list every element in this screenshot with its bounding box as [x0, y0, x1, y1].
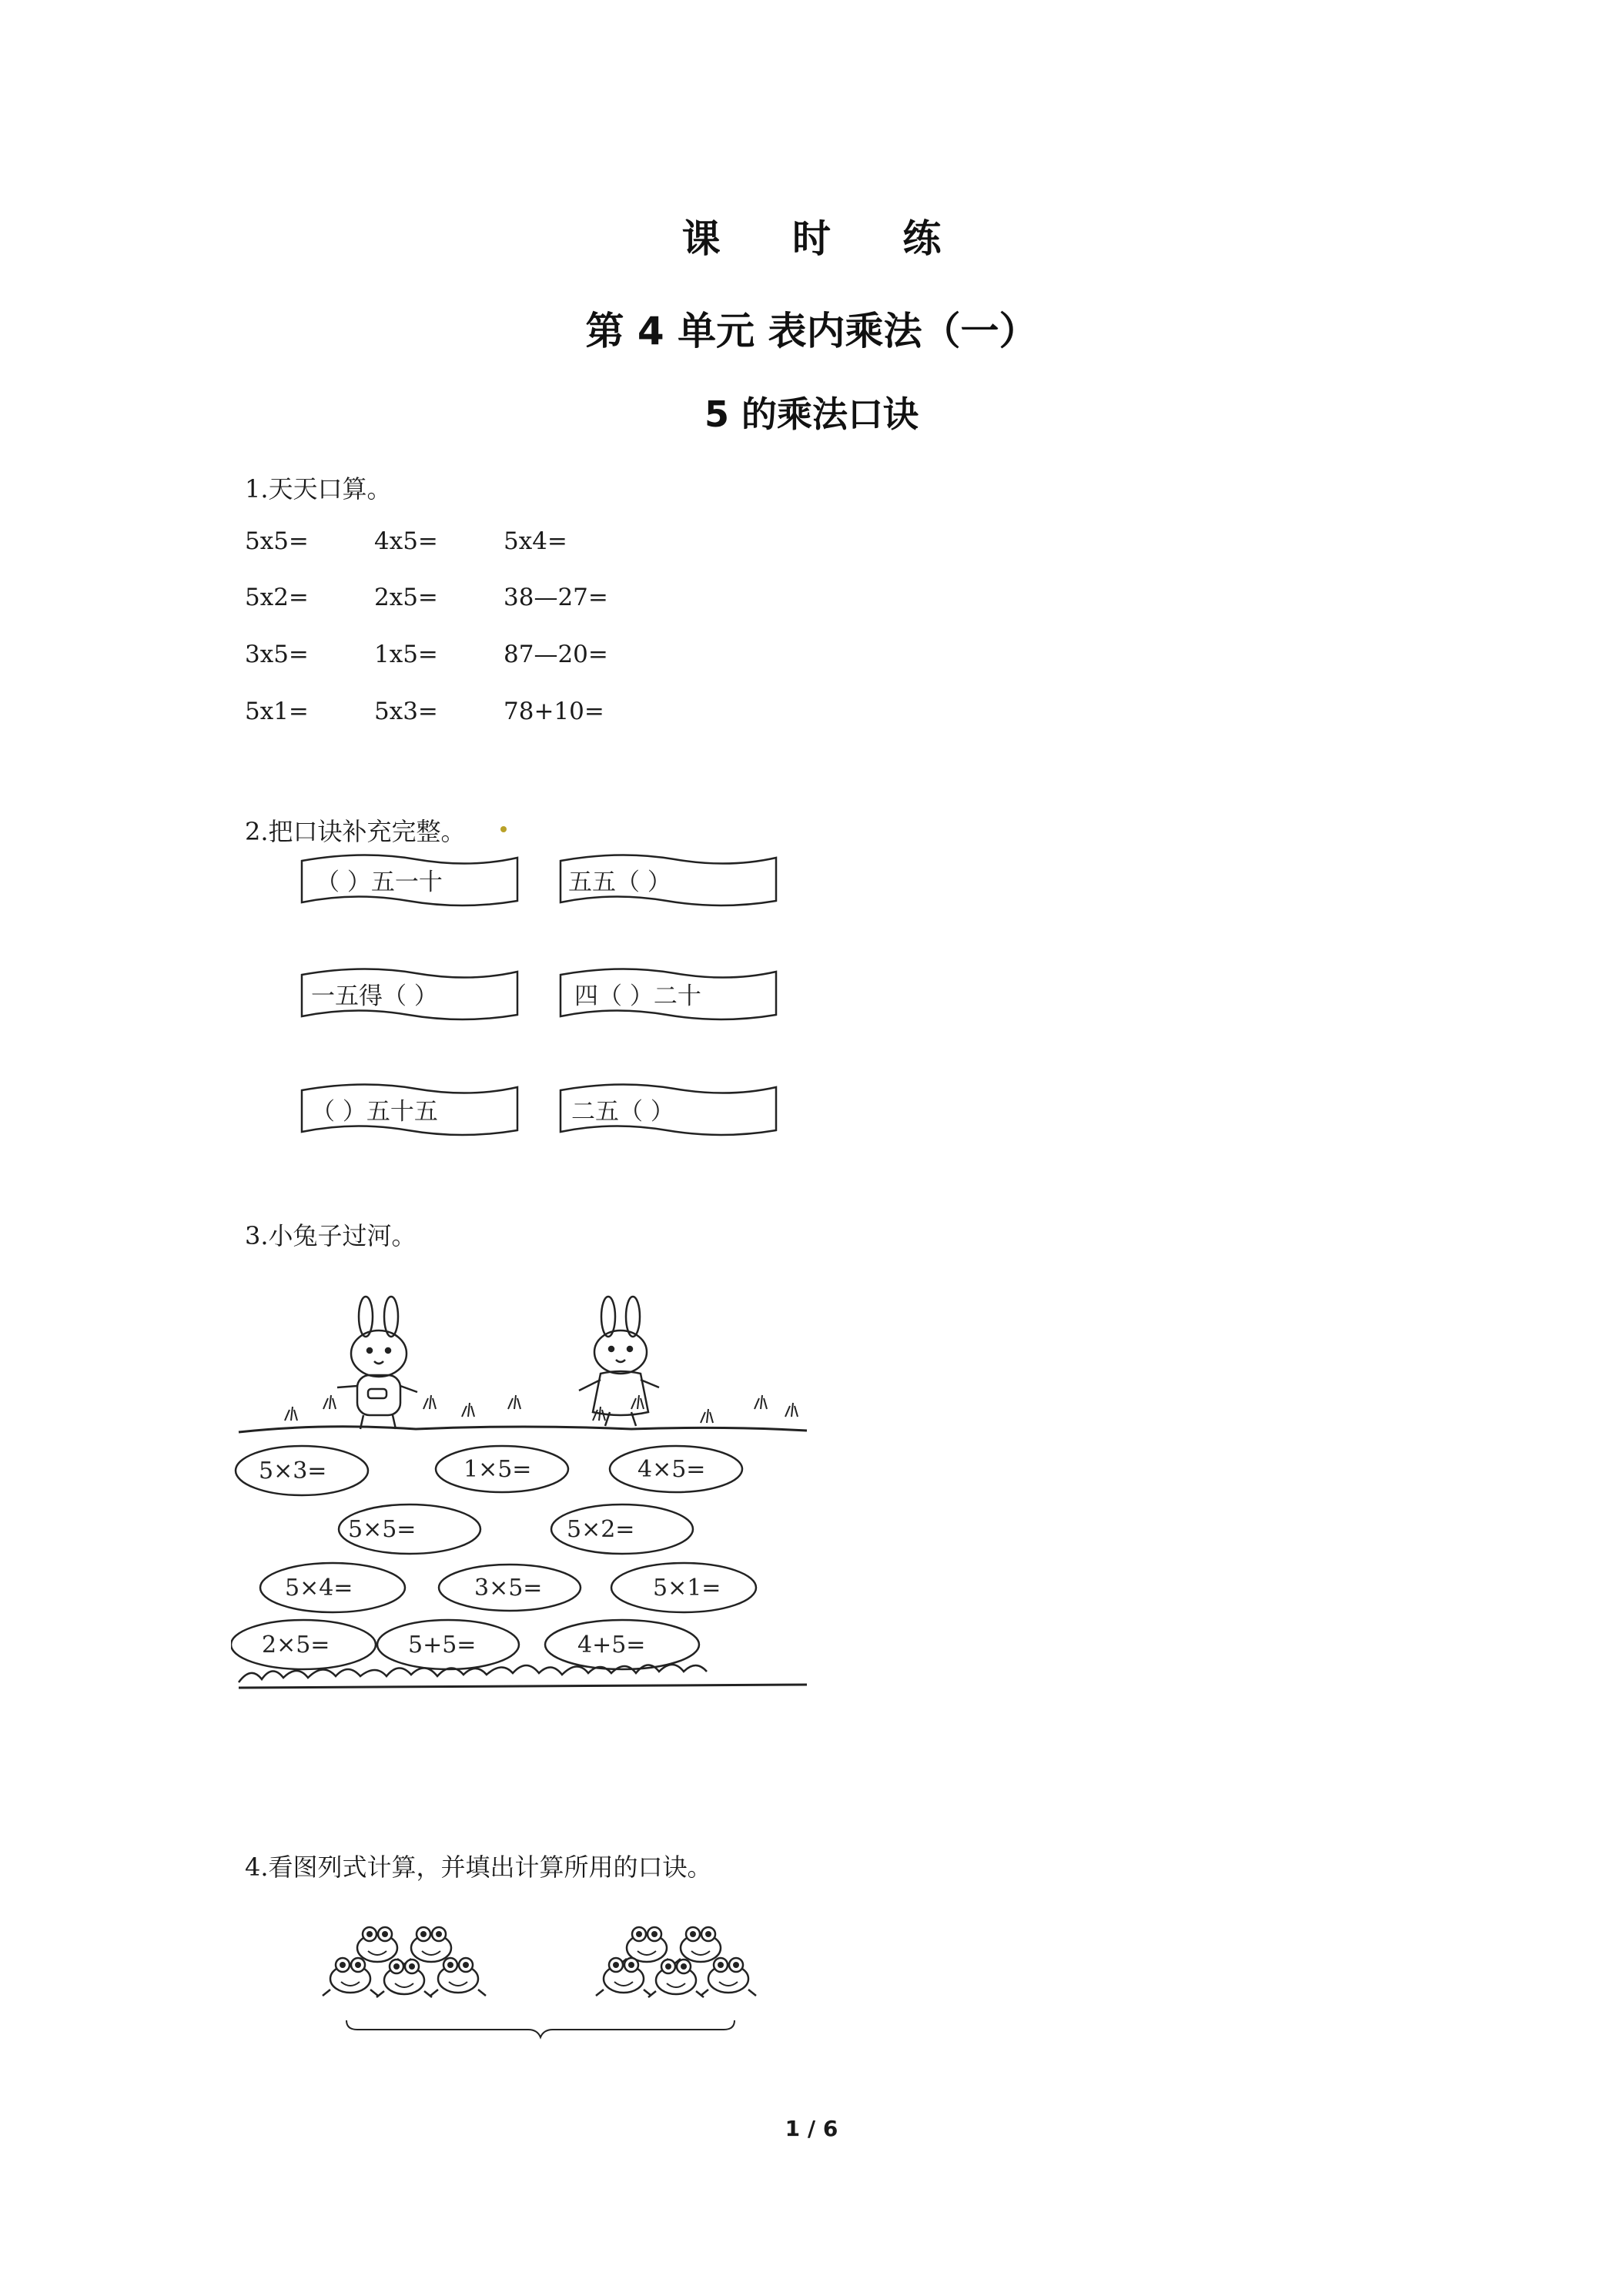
chant-item: 二五（ ）	[571, 1098, 674, 1126]
stone-equation: 5×1=	[653, 1575, 721, 1602]
question-2-heading: 2.把口诀补充完整。	[245, 817, 466, 846]
q1-cell: 38—27=	[504, 584, 608, 611]
q1-cell: 5x1=	[245, 698, 309, 725]
rabbit-2	[579, 1297, 659, 1426]
stone-equation: 2×5=	[262, 1632, 330, 1658]
worksheet-title: 课 时 练	[681, 216, 971, 261]
chant-item: （ ）五十五	[311, 1098, 438, 1126]
stone-equation: 3×5=	[474, 1575, 543, 1602]
stone-equation: 5×4=	[285, 1575, 353, 1602]
stone-equation: 4×5=	[637, 1456, 706, 1483]
question-3-heading: 3.小兔子过河。	[245, 1221, 417, 1250]
q1-cell: 5x2=	[245, 584, 309, 611]
page-number: 1 / 6	[785, 2116, 838, 2141]
lesson-title: 5 的乘法口诀	[704, 393, 919, 435]
stray-mark	[500, 826, 507, 832]
question-1-heading: 1.天天口算。	[245, 474, 392, 504]
q1-cell: 5x3=	[374, 698, 438, 725]
chant-item: （ ）五一十	[316, 869, 443, 896]
stone-equation: 5×5=	[348, 1516, 417, 1543]
river-bank	[239, 1427, 807, 1432]
brace	[346, 2020, 735, 2037]
chant-item: 四（ ）二十	[574, 982, 701, 1010]
q1-cell: 5x4=	[504, 527, 567, 555]
q1-cell: 87—20=	[504, 641, 608, 668]
stone-equation: 5×3=	[259, 1458, 327, 1484]
frog-groups-illustration	[308, 1902, 785, 2056]
stone-equation: 1×5=	[463, 1456, 532, 1483]
q1-cell: 4x5=	[374, 527, 438, 555]
q1-cell: 78+10=	[504, 698, 604, 725]
unit-title: 第 4 单元 表内乘法（一）	[585, 309, 1038, 353]
q1-cell: 5x5=	[245, 527, 309, 555]
q1-cell: 3x5=	[245, 641, 309, 668]
frog-group-left	[323, 1927, 486, 1997]
q1-cell: 2x5=	[374, 584, 438, 611]
far-bank-base	[239, 1685, 807, 1688]
stone-equation: 5+5=	[408, 1632, 477, 1658]
stone-equation: 4+5=	[577, 1632, 646, 1658]
q2-banners	[293, 847, 785, 1155]
stone-equation: 5×2=	[567, 1516, 635, 1543]
river-crossing-illustration	[231, 1294, 816, 1702]
frog-group-right	[596, 1927, 756, 1997]
q1-cell: 1x5=	[374, 641, 438, 668]
question-4-heading: 4.看图列式计算，并填出计算所用的口诀。	[245, 1853, 712, 1882]
rabbit-1	[337, 1297, 417, 1429]
chant-item: 一五得（ ）	[311, 982, 438, 1010]
chant-item: 五五（ ）	[568, 869, 671, 896]
